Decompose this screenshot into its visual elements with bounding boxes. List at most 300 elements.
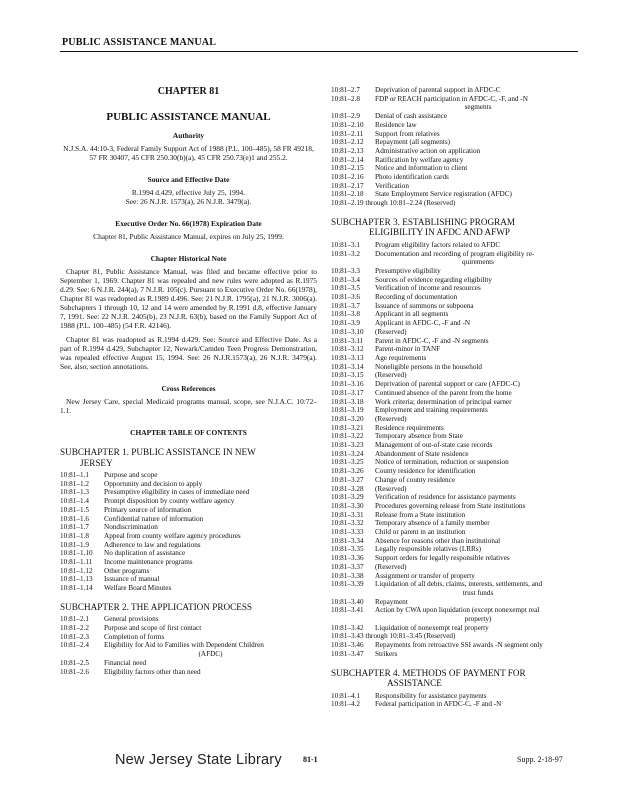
section-number: 10:81–3.27	[331, 475, 364, 484]
section-title-line: Opportunity and decision to apply	[104, 479, 203, 488]
left-column	[60, 86, 317, 685]
section-title-line: (Reserved)	[375, 327, 407, 336]
toc-entry	[60, 659, 317, 668]
toc-entry	[331, 406, 581, 415]
section-title-line: (Reserved)	[375, 414, 407, 423]
toc-entry	[60, 541, 317, 550]
section-title-line: Applicant in all segments	[375, 310, 449, 319]
section-title-line: Nondiscrimination	[104, 523, 158, 532]
section-number: 10:81–3.24	[331, 449, 364, 458]
section-title	[375, 692, 581, 701]
section-title-line: Parent in AFDC-C, -F and -N segments	[375, 336, 489, 345]
section-number: 10:81–3.22	[331, 432, 364, 441]
section-number: 10:81–3.1	[331, 240, 360, 249]
toc-entry	[331, 502, 581, 511]
toc-entry	[331, 641, 581, 650]
toc-entry	[331, 415, 581, 424]
toc-entry	[331, 190, 581, 199]
section-title	[375, 580, 581, 597]
section-number: 10:81–3.19	[331, 406, 364, 415]
section-title	[375, 415, 581, 424]
section-title	[104, 558, 317, 567]
section-number: 10:81–3.30	[331, 501, 364, 510]
authority-heading: Authority	[172, 131, 205, 140]
subchapter-1-title	[60, 447, 317, 468]
section-title	[375, 700, 581, 709]
section-title-line: Notice of termination, reduction or suspension	[375, 458, 509, 467]
subchapter-3-title-line-2: ELIGIBILITY IN AFDC AND AFWP	[369, 227, 511, 238]
section-title	[375, 432, 581, 441]
toc-entry	[331, 476, 581, 485]
section-title-line: Age requirements	[375, 353, 427, 362]
toc-entry	[331, 432, 581, 441]
authority-text: N.J.S.A. 44:10-3, Federal Family Support Act of 1988 (P.L. 100–485), 58 FR 49218, 57 FR 30407, 45 CFR 250.30(b)(a), 45 CFR 250.73(e)1 and 255.2.	[63, 144, 314, 162]
section-title	[375, 406, 581, 415]
section-number: 10:81–3.2	[331, 249, 360, 258]
historical-note-paragraph-2: Chapter 81 was readopted as R.1994 d.429. See: Source and Effective Date. As a part of R.1994 d.429, Subchapter 12, Newark/Camden Teen Progress Demonstration, was repealed effective August 15, 1994. See: 26 N.J.R.1573(a), 26 N.J.R. 3479(a). See, also, section annotations.	[60, 335, 317, 371]
section-title-line: Denial of cash assistance	[375, 112, 448, 121]
library-stamp: New Jersey State Library	[115, 752, 282, 768]
subchapter-4-title	[331, 668, 581, 689]
section-title-line: Residence law	[375, 120, 417, 129]
toc-entry	[331, 450, 581, 459]
section-number: 10:81–3.18	[331, 397, 364, 406]
section-title	[375, 328, 581, 337]
toc-entry	[331, 624, 581, 633]
section-number: 10:81–1.3	[60, 488, 89, 497]
section-number: 10:81–3.9	[331, 319, 360, 328]
section-title-line: Release from a State institution	[375, 510, 466, 519]
section-title	[104, 624, 317, 633]
section-title-line: Abandonment of State residence	[375, 449, 469, 458]
section-title	[375, 598, 581, 607]
section-number: 10:81–3.10	[331, 327, 364, 336]
section-title-line: County residence for identification	[375, 467, 476, 476]
toc-entry	[331, 95, 581, 112]
toc-entry	[331, 147, 581, 156]
section-title	[375, 337, 581, 346]
section-title-line: Prompt disposition by county welfare agency	[104, 497, 235, 506]
section-title	[375, 389, 581, 398]
toc-entry	[331, 310, 581, 319]
subchapter-1-title-line-1: SUBCHAPTER 1. PUBLIC ASSISTANCE IN NEW	[60, 447, 256, 457]
authority-section	[60, 131, 317, 162]
subchapter-4-title-line-1: SUBCHAPTER 4. METHODS OF PAYMENT FOR	[331, 667, 526, 678]
section-title-line: Eligibility for Aid to Families with Dependent Children	[104, 641, 264, 650]
section-title	[375, 284, 581, 293]
section-title-continuation: property)	[464, 615, 492, 624]
section-title	[375, 493, 581, 502]
section-number: 10:81–1.2	[60, 479, 89, 488]
section-number: 10:81–1.11	[60, 558, 93, 567]
section-title-continuation: quirements	[462, 258, 494, 267]
section-number: 10:81–3.34	[331, 536, 364, 545]
toc-entry	[331, 580, 581, 597]
section-title	[375, 450, 581, 459]
toc-entry	[331, 441, 581, 450]
toc-entry	[331, 138, 581, 147]
section-title	[104, 506, 317, 515]
subchapter-3-reserved: 10:81–3.43 through 10:81–3.45 (Reserved)	[331, 632, 456, 641]
section-number: 10:81–1.5	[60, 505, 89, 514]
section-number: 10:81–1.4	[60, 497, 89, 506]
executive-order-heading: Executive Order No. 66(1978) Expiration Date	[115, 219, 262, 228]
section-title-line: Applicant in AFDC-C, -F and -N	[375, 319, 471, 328]
section-title	[375, 380, 581, 389]
toc-entry	[331, 86, 581, 95]
section-title-line: Support orders for legally responsible relatives	[375, 554, 510, 563]
section-number: 10:81–3.13	[331, 353, 364, 362]
section-number: 10:81–2.5	[60, 658, 89, 667]
section-number: 10:81–2.15	[331, 164, 364, 173]
toc-entry	[331, 337, 581, 346]
section-title	[104, 532, 317, 541]
section-title-line: Purpose and scope	[104, 471, 158, 479]
subchapter-3-list	[331, 241, 581, 633]
section-title-line: Issuance of manual	[104, 575, 160, 584]
section-title-line: Legally responsible relatives (LRRs)	[375, 545, 481, 554]
section-number: 10:81–1.6	[60, 514, 89, 523]
section-number: 10:81–1.8	[60, 531, 89, 540]
section-title-line: Child or parent in an institution	[375, 528, 466, 537]
toc-entry	[331, 511, 581, 520]
toc-entry	[331, 692, 581, 701]
section-title	[104, 471, 317, 480]
section-title-line: Continued absence of the parent from the home	[375, 388, 512, 397]
running-header: PUBLIC ASSISTANCE MANUAL	[62, 37, 217, 48]
section-number: 10:81–3.25	[331, 458, 364, 467]
section-title	[375, 121, 581, 130]
section-title	[375, 572, 581, 581]
toc-entry	[331, 121, 581, 130]
toc-entry	[331, 319, 581, 328]
toc-entry	[331, 112, 581, 121]
toc-entry	[331, 156, 581, 165]
toc-entry	[331, 563, 581, 572]
source-section	[60, 175, 317, 206]
toc-entry	[60, 532, 317, 541]
section-title-continuation: trust funds	[462, 588, 494, 597]
toc-entry	[331, 389, 581, 398]
section-title-line: Change of county residence	[375, 475, 456, 484]
section-title-line: Confidential nature of information	[104, 514, 204, 523]
section-number: 10:81–3.29	[331, 493, 364, 502]
section-title-line: (Reserved)	[375, 562, 407, 571]
section-title	[104, 575, 317, 584]
section-title-line: Appeal from county welfare agency procedures	[104, 531, 241, 540]
toc-entry	[60, 641, 317, 658]
toc-entry	[331, 493, 581, 502]
section-number: 10:81–3.38	[331, 571, 364, 580]
section-number: 10:81–3.17	[331, 388, 364, 397]
toc-entry	[331, 276, 581, 285]
section-title	[375, 624, 581, 633]
section-title-line: Strikers	[375, 649, 398, 658]
section-title	[375, 86, 581, 95]
toc-entry	[60, 624, 317, 633]
section-number: 10:81–1.14	[60, 584, 93, 593]
toc-entry	[331, 302, 581, 311]
section-title	[104, 584, 317, 593]
section-title-line: Recording of documentation	[375, 293, 458, 302]
section-title-line: Issuance of summons or subpoena	[375, 301, 474, 310]
toc-entry	[331, 554, 581, 563]
toc-entry	[331, 284, 581, 293]
section-number: 10:81–3.41	[331, 606, 364, 615]
section-number: 10:81–3.5	[331, 284, 360, 293]
section-number: 10:81–2.3	[60, 632, 89, 641]
subchapter-2-title	[60, 602, 317, 613]
section-title	[375, 130, 581, 139]
section-number: 10:81–3.20	[331, 414, 364, 423]
subchapter-2-continued-list	[331, 86, 581, 199]
section-title	[104, 549, 317, 558]
section-title-line: Liquidation of all debts, claims, interests, settlements, and	[375, 580, 543, 589]
section-title-continuation: (AFDC)	[198, 650, 223, 659]
section-number: 10:81–3.33	[331, 528, 364, 537]
section-title	[375, 398, 581, 407]
toc-entry	[331, 345, 581, 354]
section-title	[375, 467, 581, 476]
section-title	[375, 156, 581, 165]
section-number: 10:81–3.8	[331, 310, 360, 319]
section-title-line: Work criteria; determination of principal earner	[375, 397, 512, 406]
toc-entry	[60, 515, 317, 524]
section-title	[375, 485, 581, 494]
section-title-line: No duplication of assistance	[104, 549, 186, 558]
section-number: 10:81–2.9	[331, 112, 360, 121]
section-title-line: Federal participation in AFDC-C, -F and -N	[375, 700, 502, 709]
toc-entry	[331, 485, 581, 494]
section-title-line: Residence requirements	[375, 423, 444, 432]
section-number: 10:81–3.40	[331, 597, 364, 606]
section-number: 10:81–3.37	[331, 562, 364, 571]
section-number: 10:81–1.10	[60, 549, 93, 558]
subchapter-2-title-line-1: SUBCHAPTER 2. THE APPLICATION PROCESS	[60, 601, 253, 612]
section-title	[375, 502, 581, 511]
section-title-line: Repayment	[375, 597, 408, 606]
section-title-line: Responsibility for assistance payments	[375, 691, 487, 700]
section-title-line: State Employment Service registration (AFDC)	[375, 190, 512, 199]
toc-entry	[331, 293, 581, 302]
source-line-2: See: 26 N.J.R. 1573(a), 26 N.J.R. 3479(a).	[125, 197, 252, 206]
section-number: 10:81–3.39	[331, 580, 364, 589]
section-title-line: Ratification by welfare agency	[375, 155, 464, 164]
section-number: 10:81–3.32	[331, 519, 364, 528]
section-title	[375, 164, 581, 173]
section-title-line: Notice and information to client	[375, 164, 468, 173]
section-number: 10:81–1.9	[60, 540, 89, 549]
section-title	[375, 641, 581, 650]
toc-entry	[331, 354, 581, 363]
toc-entry	[331, 598, 581, 607]
section-title	[375, 458, 581, 467]
section-number: 10:81–2.8	[331, 94, 360, 103]
toc-entry	[60, 615, 317, 624]
toc-entry	[331, 606, 581, 623]
toc-entry	[60, 633, 317, 642]
subchapter-3-list-tail	[331, 641, 581, 658]
page-number: 81-1	[303, 755, 318, 764]
section-number: 10:81–3.36	[331, 554, 364, 563]
section-title-continuation: segments	[464, 103, 492, 112]
historical-note-heading: Chapter Historical Note	[150, 254, 227, 263]
toc-entry	[331, 164, 581, 173]
section-title-line: Adherence to law and regulations	[104, 540, 201, 549]
section-number: 10:81–3.23	[331, 441, 364, 450]
section-title	[375, 319, 581, 328]
toc-entry	[60, 567, 317, 576]
section-number: 10:81–2.16	[331, 173, 364, 182]
section-title-line: Support from relatives	[375, 129, 440, 138]
section-title-line: Verification of residence for assistance payments	[375, 493, 516, 502]
section-number: 10:81–3.47	[331, 649, 364, 658]
subchapter-4-title-line-2: ASSISTANCE	[387, 678, 442, 689]
section-title-line: Temporary absence of a family member	[375, 519, 490, 528]
section-number: 10:81–3.7	[331, 301, 360, 310]
section-number: 10:81–3.21	[331, 423, 364, 432]
section-title	[375, 138, 581, 147]
toc-heading: CHAPTER TABLE OF CONTENTS	[130, 428, 247, 437]
toc-entry	[331, 267, 581, 276]
section-number: 10:81–3.31	[331, 510, 364, 519]
section-title-line: Administrative action on application	[375, 146, 481, 155]
toc-entry	[331, 545, 581, 554]
toc-entry	[331, 173, 581, 182]
executive-order-text: Chapter 81, Public Assistance Manual, expires on July 25, 1999.	[93, 232, 284, 241]
section-title-line: (Reserved)	[375, 371, 407, 380]
toc-entry	[60, 506, 317, 515]
toc-entry	[331, 537, 581, 546]
toc-entry	[60, 523, 317, 532]
section-title	[375, 476, 581, 485]
section-number: 10:81–1.12	[60, 566, 93, 575]
section-number: 10:81–3.6	[331, 293, 360, 302]
subchapter-2-reserved: 10:81–2.19 through 10:81–2.24 (Reserved)	[331, 199, 456, 208]
section-title	[104, 668, 317, 677]
subchapter-1-list	[60, 471, 317, 593]
section-title-line: Assignment or transfer of property	[375, 571, 475, 580]
section-title	[375, 241, 581, 250]
section-number: 10:81–2.12	[331, 138, 364, 147]
toc-entry	[331, 572, 581, 581]
source-line-1: R.1994 d.429, effective July 25, 1994.	[131, 188, 246, 197]
section-title-line: Deprivation of parental support in AFDC-C	[375, 86, 501, 94]
toc-entry	[331, 241, 581, 250]
section-number: 10:81–2.14	[331, 155, 364, 164]
section-title	[104, 641, 317, 658]
section-title	[375, 190, 581, 199]
section-number: 10:81–3.26	[331, 467, 364, 476]
toc-entry	[331, 650, 581, 659]
toc-entry	[331, 380, 581, 389]
section-number: 10:81–4.1	[331, 691, 360, 700]
section-title	[375, 345, 581, 354]
toc-entry	[331, 250, 581, 267]
historical-note-paragraph-1: Chapter 81, Public Assistance Manual, was filed and became effective prior to September 1, 1969. Chapter 81 was repealed and new rules were adopted as R.1975 d.29. See: 6 N.J.R. 244(a), 7 N.J.R. 105(c). Pursuant to Executive Order No. 66(1978), Chapter 81 was readopted as R.1989 d.496. See: 21 N.J.R. 1795(a), 21 N.J.R. 3006(a). Subchapters 1 through 10, 12 and 14 were amended by R.1991 d.8, effective January 7, 1991. See: 22 N.J.R. 2405(b), 23 N.J.R. 63(b), based on the Family Support Act of 1988 (P.L. 100–485) (54 F.R. 42146).	[60, 267, 317, 330]
section-title-line: Absence for reasons other than institutional	[375, 536, 501, 545]
section-number: 10:81–3.35	[331, 545, 364, 554]
section-title	[104, 567, 317, 576]
section-number: 10:81–3.28	[331, 484, 364, 493]
section-title-line: Financial need	[104, 658, 147, 667]
section-title-line: Income maintenance programs	[104, 558, 193, 567]
section-number: 10:81–2.4	[60, 641, 89, 650]
section-title	[375, 371, 581, 380]
section-number: 10:81–2.7	[331, 86, 360, 94]
section-title-line: Presumptive eligibility	[375, 266, 441, 275]
section-title	[375, 95, 581, 112]
toc-entry	[331, 182, 581, 191]
section-title	[375, 112, 581, 121]
section-title-line: Action by CWA upon liquidation (except nonexempt real	[375, 606, 540, 615]
section-title-line: Employment and training requirements	[375, 406, 488, 415]
toc-entry	[60, 471, 317, 480]
section-number: 10:81–2.2	[60, 624, 89, 633]
toc-entry	[331, 519, 581, 528]
section-title	[104, 523, 317, 532]
chapter-title: PUBLIC ASSISTANCE MANUAL	[106, 111, 271, 123]
toc-entry	[60, 497, 317, 506]
section-number: 10:81–3.11	[331, 336, 364, 345]
section-number: 10:81–2.11	[331, 129, 364, 138]
section-title	[104, 541, 317, 550]
toc-entry	[331, 363, 581, 372]
section-number: 10:81–2.1	[60, 615, 89, 624]
section-title-line: Primary source of information	[104, 505, 192, 514]
subchapter-3-title-line-1: SUBCHAPTER 3. ESTABLISHING PROGRAM	[331, 216, 516, 227]
toc-entry	[60, 668, 317, 677]
section-title-line: General provisions	[104, 615, 159, 624]
chapter-number: CHAPTER 81	[157, 86, 220, 97]
section-title	[375, 363, 581, 372]
section-title-line: Purpose and scope of first contact	[104, 624, 202, 633]
section-title-line: FDP or REACH participation in AFDC-C, -F, and -N	[375, 94, 528, 103]
section-title	[375, 545, 581, 554]
source-heading: Source and Effective Date	[147, 175, 230, 184]
section-title	[375, 537, 581, 546]
section-title-line: Other programs	[104, 566, 150, 575]
section-title-line: Presumptive eligibility in cases of immediate need	[104, 488, 250, 497]
section-number: 10:81–1.1	[60, 471, 89, 479]
section-number: 10:81–3.16	[331, 380, 364, 389]
section-title-line: Repayment (all segments)	[375, 138, 451, 147]
section-title-line: Noneligible persons in the household	[375, 362, 482, 371]
section-number: 10:81–3.42	[331, 623, 364, 632]
section-title-line: Verification	[375, 181, 409, 190]
subchapter-4-list	[331, 692, 581, 709]
toc-entry	[331, 467, 581, 476]
section-title	[375, 276, 581, 285]
section-number: 10:81–3.4	[331, 275, 360, 284]
section-number: 10:81–2.18	[331, 190, 364, 199]
section-title	[104, 633, 317, 642]
section-title-line: Documentation and recording of program eligibility re-	[375, 249, 535, 258]
header-rule	[60, 51, 578, 52]
section-title	[104, 488, 317, 497]
cross-references-section	[60, 384, 317, 415]
section-title-line: Procedures governing release from State institutions	[375, 501, 526, 510]
toc-entry	[60, 558, 317, 567]
section-title	[104, 497, 317, 506]
section-title	[375, 563, 581, 572]
section-title	[375, 528, 581, 537]
section-title	[104, 615, 317, 624]
section-title	[375, 267, 581, 276]
section-title-line: Repayments from retroactive SSI awards -N segment only	[375, 641, 543, 650]
right-column	[331, 86, 581, 718]
section-number: 10:81–3.46	[331, 641, 364, 650]
